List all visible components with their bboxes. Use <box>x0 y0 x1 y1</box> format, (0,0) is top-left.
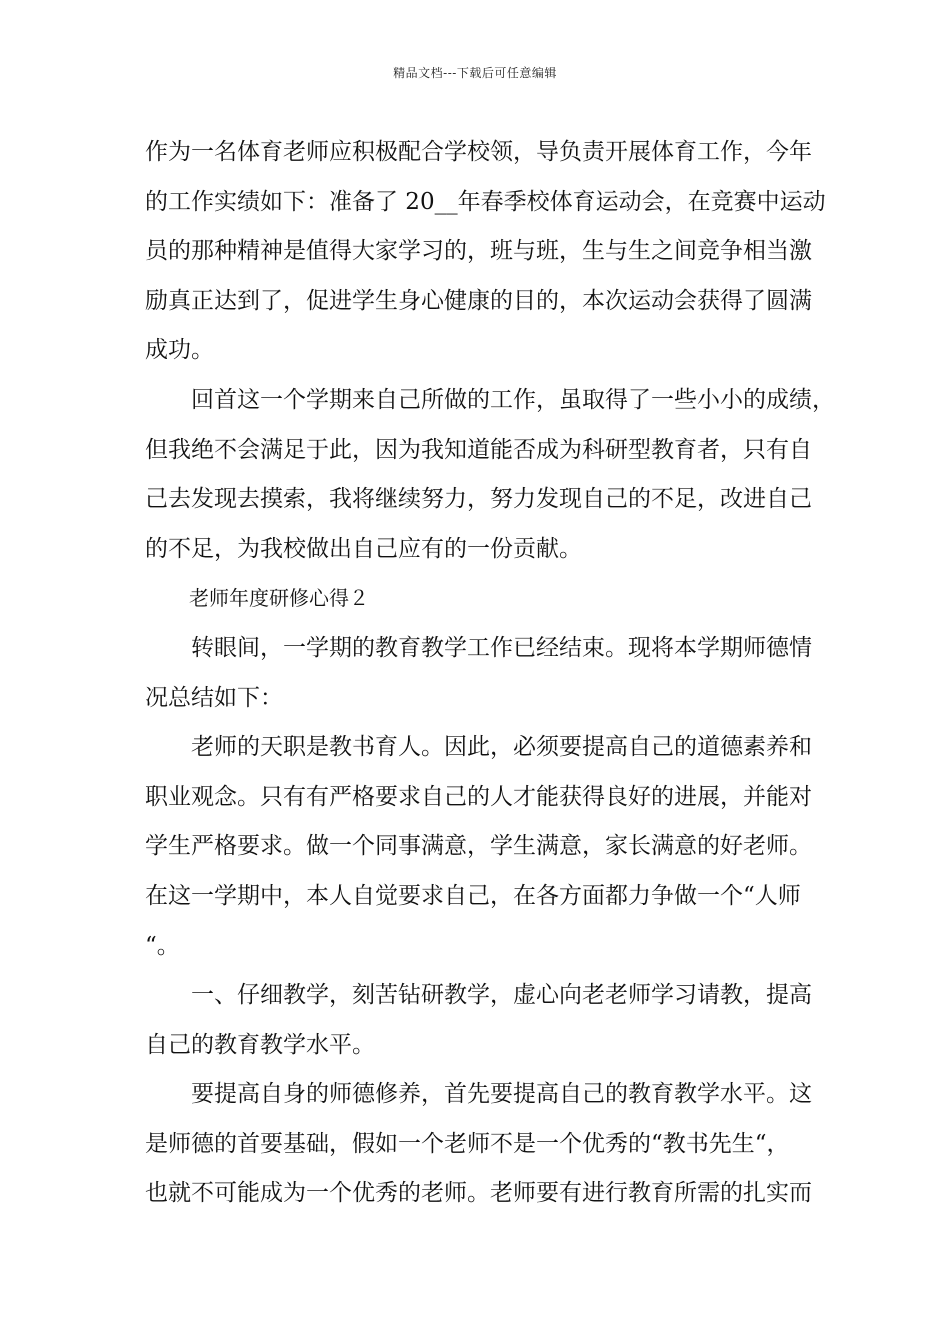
document-body <box>145 128 835 1219</box>
text-line: 回首这一个学期来自己所做的工作，虽取得了一些小小的成绩， <box>191 386 835 413</box>
paragraph-4 <box>145 723 835 971</box>
text-line: 在这一学期中，本人自觉要求自己，在各方面都力争做一个“人师 <box>145 882 801 909</box>
paragraph-2 <box>145 376 835 574</box>
text-line: 励真正达到了，促进学生身心健康的目的，本次运动会获得了圆满 <box>145 287 812 314</box>
text-line: 的工作实绩如下：准备了 20__年春季校体育运动会，在竞赛中运动 <box>145 188 826 215</box>
text-line: 成功。 <box>145 337 214 364</box>
paragraph-3 <box>145 624 835 723</box>
text-line: 己去发现去摸索，我将继续努力，努力发现自己的不足，改进自己 <box>145 486 812 513</box>
text-line: 作为一名体育老师应积极配合学校领，导负责开展体育工作，今年 <box>145 139 812 165</box>
section-title <box>145 574 835 624</box>
text-line: 也就不可能成为一个优秀的老师。老师要有进行教育所需的扎实而 <box>145 1180 812 1207</box>
text-line: 职业观念。只有有严格要求自己的人才能获得良好的进展，并能对 <box>145 783 812 810</box>
text-line: 的不足，为我校做出自己应有的一份贡献。 <box>145 535 582 562</box>
text-line: 自己的教育教学水平。 <box>145 1031 375 1058</box>
text-line: 要提高自身的师德修养，首先要提高自己的教育教学水平。这 <box>191 1081 812 1108</box>
page-header: 精品文档---下载后可任意编辑 <box>393 66 557 80</box>
text-line: 转眼间，一学期的教育教学工作已经结束。现将本学期师德情 <box>191 634 812 661</box>
text-line: 老师的天职是教书育人。因此，必须要提高自己的道德素养和 <box>191 734 812 761</box>
text-line: “。 <box>145 932 180 959</box>
text-line: 员的那种精神是值得大家学习的，班与班，生与生之间竞争相当激 <box>145 238 812 265</box>
text-line: 老师年度研修心得２ <box>189 586 369 611</box>
text-line: 学生严格要求。做一个同事满意，学生满意，家长满意的好老师。 <box>145 833 812 860</box>
text-line: 但我绝不会满足于此，因为我知道能否成为科研型教育者，只有自 <box>145 436 812 463</box>
paragraph-6 <box>145 1070 835 1219</box>
text-line: 况总结如下： <box>145 684 283 711</box>
text-line: 是师德的首要基础，假如一个老师不是一个优秀的“教书先生“， <box>145 1130 790 1157</box>
paragraph-1 <box>145 128 835 376</box>
paragraph-5 <box>145 971 835 1070</box>
text-line: 一、仔细教学，刻苦钻研教学，虚心向老老师学习请教，提高 <box>191 982 812 1009</box>
